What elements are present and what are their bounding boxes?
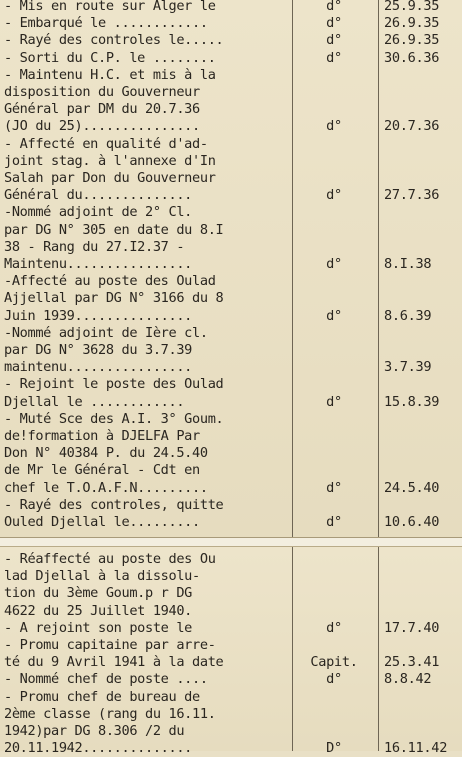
description-line: chef le T.O.A.F.N......... [4,479,208,496]
entry-description [4,50,291,67]
entry-description [4,0,291,15]
entry-date: 25.9.35 [384,0,440,14]
description-line: té du 9 Avril 1941 à la date [4,654,224,671]
description-line: lad Djellal à la dissolu- [4,568,200,585]
entry-date: 8.8.42 [384,671,432,688]
description-line: tion du 3ème Goum.p r DG [4,585,193,602]
entry-date: 20.7.36 [384,118,440,135]
entry-grade: Capit. [310,654,358,671]
entry-description [4,637,291,671]
entry-description [4,136,291,205]
register-entry [0,411,462,497]
description-line: Ouled Djellal le......... [4,513,200,530]
entry-description [4,15,291,32]
entry-description [4,325,291,377]
description-line: 4622 du 25 Juillet 1940. [4,602,193,619]
entry-description [4,497,291,531]
register-entry [0,497,462,531]
entry-grade: d° [326,619,342,636]
register-entry [0,0,462,15]
description-line: disposition du Gouverneur [4,83,200,100]
description-line: par DG N° 305 en date du 8.I [4,221,224,238]
description-line: - Promu capitaine par arre- [4,637,216,653]
description-line: 2ème classe (rang du 16.11. [4,705,216,722]
entry-description [4,689,291,757]
description-line: de!formation à DJELFA Par [4,427,200,444]
entry-date: 26.9.35 [384,32,440,49]
description-line: joint stag. à l'annexe d'In [4,152,216,169]
entry-description [4,32,291,49]
entry-description [4,204,291,273]
description-line: Maintenu................ [4,255,193,272]
description-line: Général par DM du 20.7.36 [4,101,200,118]
description-line: - Maintenu H.C. et mis à la [4,66,216,83]
description-line: 1942)par DG 8.306 /2 du [4,722,185,739]
description-line: -Affecté au poste des Oulad [4,273,216,290]
entry-grade: d° [326,513,342,530]
description-line: maintenu................ [4,359,193,376]
register-entry [0,32,462,49]
entry-description [4,551,291,620]
description-line: par DG N° 3628 du 3.7.39 [4,341,193,358]
register-sheet-bottom [0,546,462,757]
description-line: -Nommé adjoint de 2° Cl. [4,204,193,221]
entry-date: 15.8.39 [384,393,440,410]
register-entry [0,15,462,32]
entry-grade: d° [326,307,342,324]
entry-description [4,671,291,688]
register-entry [0,551,462,620]
description-line: (JO du 25)............... [4,118,200,135]
description-line: - Nommé chef de poste .... [4,671,208,688]
entry-grade: d° [326,118,342,135]
entry-date: 25.3.41 [384,654,440,671]
register-entry [0,671,462,688]
description-line: Juin 1939............... [4,307,193,324]
description-line: 38 - Rang du 27.I2.37 - [4,238,185,255]
entry-grade: d° [326,32,342,49]
entry-date: 17.7.40 [384,619,440,636]
register-entry [0,637,462,671]
description-line: - Réaffecté au poste des Ou [4,551,216,567]
description-line: - Promu chef de bureau de [4,688,200,705]
register-entry [0,204,462,273]
entry-date: 3.7.39 [384,359,432,376]
description-line: - Sorti du C.P. le ........ [4,49,216,66]
entry-date: 24.5.40 [384,479,440,496]
entry-grade: d° [326,393,342,410]
description-line: - Muté Sce des A.I. 3° Goum. [4,410,224,427]
entry-grade: d° [326,671,342,688]
entry-grade: d° [326,255,342,272]
entry-date: 8.I.38 [384,255,432,272]
description-line: Djellal le ............ [4,393,185,410]
description-line: Salah par Don du Gouverneur [4,169,216,186]
description-line: Ajjellal par DG N° 3166 du 8 [4,290,224,307]
entry-description [4,273,291,325]
description-line: Don N° 40384 P. du 24.5.40 [4,445,208,462]
entry-description [4,411,291,497]
register-entry [0,136,462,205]
entry-description [4,620,291,637]
description-line: - Mis en route sur Alger le [4,0,216,14]
entry-grade: d° [326,479,342,496]
description-line: - Rejoint le poste des Oulad [4,376,224,393]
entry-grade: d° [326,0,342,14]
register-entry [0,273,462,325]
register-entry [0,67,462,136]
entry-grade: d° [326,187,342,204]
entry-date: 10.6.40 [384,513,440,530]
description-line: de Mr le Général - Cdt en [4,462,200,479]
entry-date: 16.11.42 [384,740,448,757]
entry-date: 27.7.36 [384,187,440,204]
description-line: - Embarqué le ............ [4,15,208,32]
register-entry [0,50,462,67]
entry-grade: D° [326,740,342,757]
description-line: - Rayé des controles, quitte [4,496,224,513]
register-entry [0,620,462,637]
description-line: - Rayé des controles le..... [4,32,224,49]
description-line: -Nommé adjoint de Ière cl. [4,324,208,341]
description-line: - Affecté en qualité d'ad- [4,135,208,152]
entry-description [4,67,291,136]
description-line: Général du.............. [4,187,193,204]
entry-description [4,376,291,410]
register-entry [0,689,462,757]
entry-grade: d° [326,49,342,66]
register-entry [0,376,462,410]
description-line: - A rejoint son poste le [4,619,193,636]
entry-date: 30.6.36 [384,49,440,66]
register-entry [0,325,462,377]
entry-date: 26.9.35 [384,15,440,32]
entry-date: 8.6.39 [384,307,432,324]
entry-grade: d° [326,15,342,32]
description-line: 20.11.1942.............. [4,740,193,757]
